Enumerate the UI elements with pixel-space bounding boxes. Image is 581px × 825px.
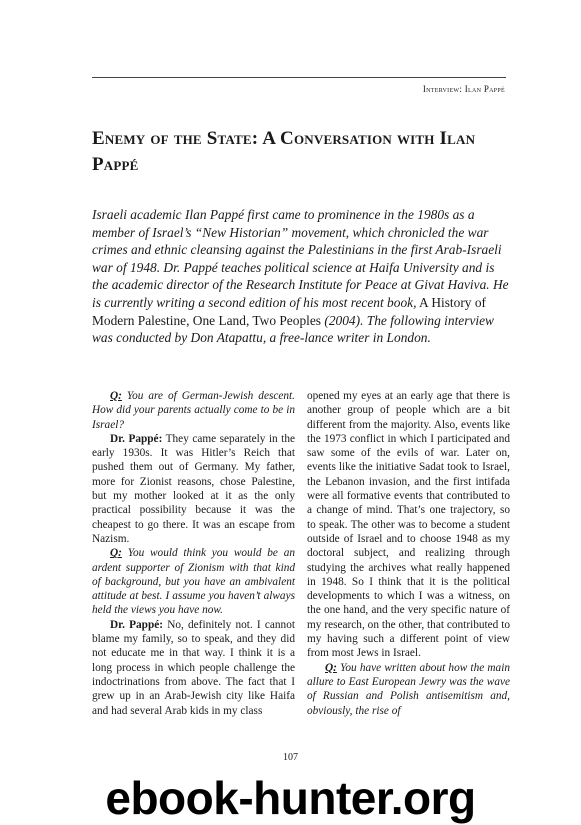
book-title: A History of Modern Palestine, One Land, Two Peoples: [92, 294, 486, 328]
watermark-logo: ebook-hunter.org: [105, 772, 476, 824]
answer-2-continued: opened my eyes at an early age that there is another group of people which are a bit different from the majority. Also, events like the 1973 conflict in which I participated and saw some of the evils of war. Later on, events like the initiative Sadat took to Israel, the Lebanon invasion, and the first intifada were all formative events that contributed to a change of mind. That’s one trajectory, so to speak. The other was to become a student outside of Israel and to choose 1948 as my doctoral subject, and realizing through studying the archives what really happened in 1948. So I think that it is the political developments to which I was a witness, on the one hand, and the very specific nature of my research, on the other, that contributed to my having such a different point of view from most Jews in Israel.: [307, 390, 510, 660]
question-marker: Q:: [325, 661, 337, 674]
article-title: Enemy of the State: A Conversation with Ilan Pappé: [92, 128, 476, 175]
question-2: [92, 546, 295, 617]
intro-text-1: Israeli academic Ilan Pappé first came to prominence in the 1980s as a member of Israel’s “New Historian” movement, which chronicled the war crimes and ethnic cleansing against the Palestinians in the first Arab-Israeli war of 1948. Dr. Pappé teaches political science at Haifa University and is the academic director of the Research Institute for Peace at Givat Haviva. He is currently writing a second edition of his most recent book,: [92, 207, 509, 310]
page-number: 107: [283, 752, 298, 763]
question-1: [92, 389, 295, 432]
question-marker: Q:: [110, 547, 122, 560]
right-column: [307, 389, 510, 718]
question-3: [307, 661, 510, 718]
answer-2: [92, 618, 295, 718]
question-marker: Q:: [110, 390, 122, 402]
left-column: [92, 389, 295, 718]
question-text: You would think you would be an ardent supporter of Zionism with that kind of background, but you have an ambivalent attitude at best. I assume you haven’t always held the views you have now.: [92, 547, 295, 617]
answer-text: No, definitely not. I cannot blame my family, so to speak, and they did not educate me in that way. I think it is a long process in which people challenge the indoctrinations from above. The fact that I grew up in an Arab-Jewish city like Haifa and had several Arab kids in my class: [92, 618, 295, 717]
speaker-label: Dr. Pappé:: [110, 618, 164, 631]
intro-text-2: (2004). The following interview was conducted by Don Atapattu, a free-lance writer in London.: [92, 312, 494, 346]
header-rule: [92, 77, 506, 78]
answer-text: They came separately in the early 1930s. It was Hitler’s Reich that pushed them out of Germany. My father, more for Zionist reasons, chose Palestine, but my mother looked at it as the only practical possibility because it was the cheapest to go there. It was an escape from Nazism.: [92, 432, 295, 545]
running-head: Interview: Ilan Pappé: [422, 84, 505, 94]
answer-1: [92, 432, 295, 546]
question-text: You are of German-Jewish descent. How did your parents actually come to be in Israel?: [92, 390, 295, 431]
question-text: You have written about how the main allure to East European Jewry was the wave of Russian and Polish antisemitism and, obviously, the rise of: [307, 661, 510, 717]
intro-paragraph: [92, 206, 512, 347]
speaker-label: Dr. Pappé:: [110, 432, 163, 445]
